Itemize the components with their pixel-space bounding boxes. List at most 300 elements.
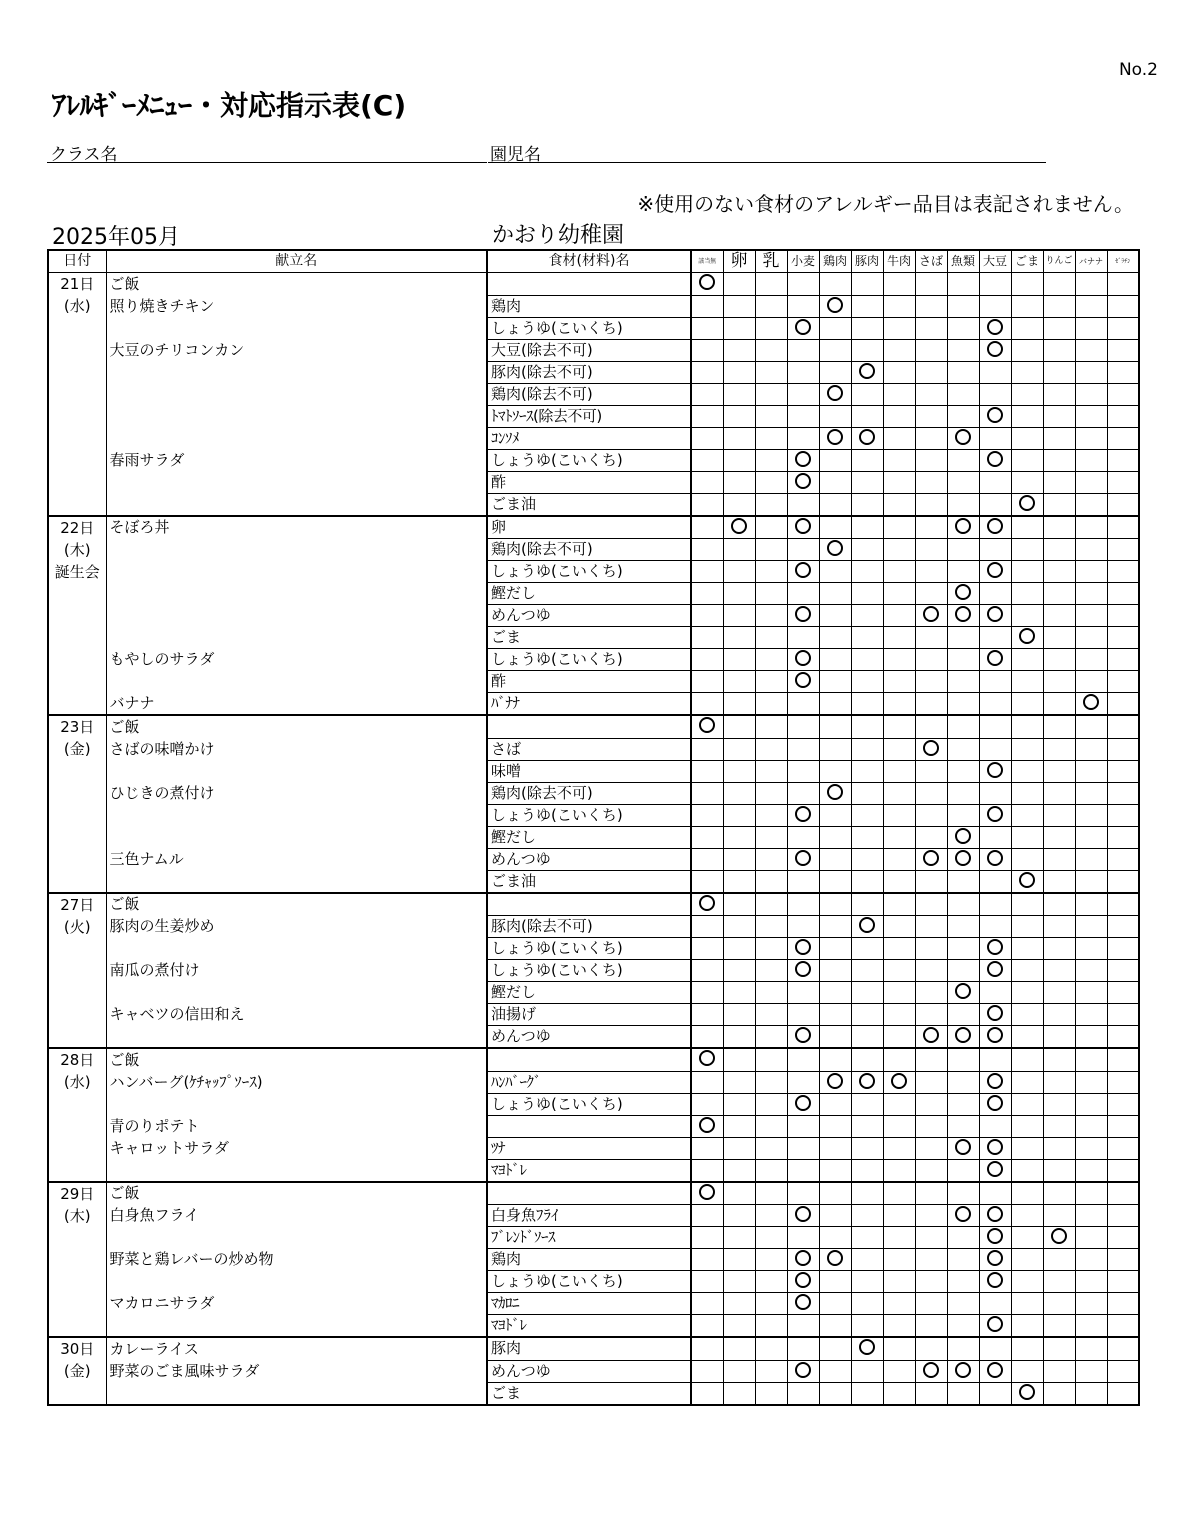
allergen-cell <box>1107 760 1139 782</box>
allergen-cell <box>979 649 1011 671</box>
header-allergen: 大豆 <box>979 250 1011 273</box>
allergen-cell <box>819 760 851 782</box>
allergen-cell <box>883 471 915 493</box>
allergen-cell <box>947 317 979 339</box>
menu-cell: 南瓜の煮付け <box>106 960 487 982</box>
allergen-cell <box>1107 1205 1139 1227</box>
allergen-cell <box>947 1360 979 1382</box>
allergen-cell <box>947 982 979 1004</box>
allergen-cell <box>1043 715 1075 738</box>
allergen-cell <box>1011 583 1043 605</box>
allergen-cell <box>947 848 979 870</box>
date-cell-empty <box>48 1093 106 1115</box>
circle-mark-icon <box>795 451 811 467</box>
allergen-cell <box>915 1271 947 1293</box>
allergen-cell <box>755 605 787 627</box>
allergen-cell <box>851 1159 883 1182</box>
date-cell: 29日 <box>48 1182 106 1205</box>
circle-mark-icon <box>987 1073 1003 1089</box>
allergen-cell <box>691 1360 723 1382</box>
allergen-cell <box>691 516 723 539</box>
allergen-cell <box>1011 295 1043 317</box>
allergen-cell <box>819 848 851 870</box>
allergen-cell <box>819 893 851 916</box>
circle-mark-icon <box>1019 628 1035 644</box>
allergen-cell <box>1011 317 1043 339</box>
allergen-cell <box>691 1382 723 1405</box>
allergen-cell <box>1011 1315 1043 1338</box>
allergen-cell <box>755 405 787 427</box>
ingredient-cell: ごま <box>487 627 691 649</box>
allergen-cell <box>819 1360 851 1382</box>
allergen-cell <box>979 361 1011 383</box>
allergen-cell <box>1011 1249 1043 1271</box>
date-cell-empty <box>48 693 106 716</box>
allergen-cell <box>755 361 787 383</box>
circle-mark-icon <box>987 562 1003 578</box>
circle-mark-icon <box>795 961 811 977</box>
table-row <box>48 1315 1139 1338</box>
allergen-cell <box>851 782 883 804</box>
allergen-cell <box>1107 427 1139 449</box>
allergen-cell <box>1011 960 1043 982</box>
allergen-cell <box>883 760 915 782</box>
allergen-cell <box>851 1093 883 1115</box>
allergen-cell <box>1011 1382 1043 1405</box>
circle-mark-icon <box>987 1161 1003 1177</box>
allergen-cell <box>851 1026 883 1049</box>
table-row <box>48 893 1139 916</box>
allergen-cell <box>723 449 755 471</box>
circle-mark-icon <box>987 961 1003 977</box>
allergen-cell <box>1011 693 1043 716</box>
circle-mark-icon <box>987 806 1003 822</box>
allergen-cell <box>883 1159 915 1182</box>
allergen-cell <box>915 273 947 296</box>
allergen-cell <box>1107 449 1139 471</box>
allergen-cell <box>755 870 787 893</box>
allergen-cell <box>819 405 851 427</box>
allergen-cell <box>979 1293 1011 1315</box>
allergen-cell <box>819 938 851 960</box>
allergen-cell <box>1075 671 1107 693</box>
allergen-cell <box>915 295 947 317</box>
date-cell: 27日 <box>48 893 106 916</box>
circle-mark-icon <box>987 1095 1003 1111</box>
allergen-cell <box>979 273 1011 296</box>
allergen-cell <box>915 1227 947 1249</box>
allergen-cell <box>1043 1271 1075 1293</box>
circle-mark-icon <box>795 562 811 578</box>
allergen-cell <box>723 760 755 782</box>
allergen-cell <box>979 782 1011 804</box>
ingredient-cell: しょうゆ(こいくち) <box>487 561 691 583</box>
allergen-cell <box>915 1026 947 1049</box>
ingredient-cell: ﾏｶﾛﾆ <box>487 1293 691 1315</box>
allergen-cell <box>883 1360 915 1382</box>
allergen-cell <box>1011 273 1043 296</box>
allergen-cell <box>915 1293 947 1315</box>
circle-mark-icon <box>987 1139 1003 1155</box>
header-date: 日付 <box>48 250 106 273</box>
allergen-cell <box>755 273 787 296</box>
table-row <box>48 493 1139 516</box>
menu-cell: 春雨サラダ <box>106 449 487 471</box>
allergen-cell <box>915 804 947 826</box>
circle-mark-icon <box>699 274 715 290</box>
table-row <box>48 405 1139 427</box>
allergen-cell <box>819 627 851 649</box>
circle-mark-icon <box>795 1206 811 1222</box>
date-cell-empty <box>48 493 106 516</box>
allergen-cell <box>979 1182 1011 1205</box>
allergen-cell <box>1043 1337 1075 1360</box>
allergen-cell <box>851 760 883 782</box>
ingredient-cell: 鶏肉 <box>487 295 691 317</box>
allergen-cell <box>1011 427 1043 449</box>
allergen-cell <box>1075 804 1107 826</box>
circle-mark-icon <box>987 1206 1003 1222</box>
allergen-cell <box>851 1249 883 1271</box>
allergen-cell <box>755 1382 787 1405</box>
allergen-cell <box>1011 738 1043 760</box>
allergen-cell <box>883 1182 915 1205</box>
ingredient-cell: めんつゆ <box>487 1360 691 1382</box>
allergen-cell <box>1075 295 1107 317</box>
date-cell-empty <box>48 982 106 1004</box>
allergen-cell <box>819 427 851 449</box>
page-number: No.2 <box>1118 60 1158 80</box>
circle-mark-icon <box>699 1184 715 1200</box>
allergen-cell <box>787 1004 819 1026</box>
allergen-cell <box>1043 893 1075 916</box>
circle-mark-icon <box>987 1005 1003 1021</box>
allergen-cell <box>947 405 979 427</box>
allergen-cell <box>979 493 1011 516</box>
allergen-cell <box>723 273 755 296</box>
allergen-cell <box>915 1115 947 1137</box>
circle-mark-icon <box>987 319 1003 335</box>
allergen-cell <box>787 1249 819 1271</box>
allergen-cell <box>691 782 723 804</box>
allergen-cell <box>755 1227 787 1249</box>
allergen-cell <box>755 561 787 583</box>
circle-mark-icon <box>1051 1228 1067 1244</box>
allergen-cell <box>787 715 819 738</box>
circle-mark-icon <box>987 451 1003 467</box>
allergen-cell <box>819 1048 851 1071</box>
allergen-cell <box>691 893 723 916</box>
class-name-line <box>47 162 487 163</box>
allergen-cell <box>1075 1004 1107 1026</box>
allergen-cell <box>691 1337 723 1360</box>
menu-cell: 白身魚フライ <box>106 1205 487 1227</box>
allergen-cell <box>883 449 915 471</box>
menu-cell: ひじきの煮付け <box>106 782 487 804</box>
allergen-cell <box>1075 848 1107 870</box>
menu-cell <box>106 627 487 649</box>
allergen-cell <box>947 960 979 982</box>
menu-cell <box>106 938 487 960</box>
table-row <box>48 671 1139 693</box>
allergen-cell <box>723 960 755 982</box>
allergen-cell <box>787 405 819 427</box>
allergen-cell <box>1075 1360 1107 1382</box>
menu-cell: ご飯 <box>106 1182 487 1205</box>
allergen-cell <box>819 826 851 848</box>
allergen-cell <box>851 982 883 1004</box>
ingredient-cell: しょうゆ(こいくち) <box>487 938 691 960</box>
allergen-cell <box>723 1182 755 1205</box>
allergen-cell <box>691 916 723 938</box>
allergen-cell <box>915 916 947 938</box>
allergen-cell <box>1075 760 1107 782</box>
allergen-cell <box>691 1048 723 1071</box>
circle-mark-icon <box>827 784 843 800</box>
allergen-cell <box>947 361 979 383</box>
allergen-cell <box>787 982 819 1004</box>
allergen-cell <box>723 938 755 960</box>
allergen-cell <box>819 1071 851 1093</box>
allergen-cell <box>755 693 787 716</box>
allergen-cell <box>691 693 723 716</box>
allergen-cell <box>979 383 1011 405</box>
allergen-cell <box>691 561 723 583</box>
date-cell: 30日 <box>48 1337 106 1360</box>
menu-cell <box>106 361 487 383</box>
allergen-cell <box>947 1205 979 1227</box>
allergen-cell <box>1011 848 1043 870</box>
allergen-cell <box>915 738 947 760</box>
date-cell-empty <box>48 649 106 671</box>
ingredient-cell: 白身魚ﾌﾗｲ <box>487 1205 691 1227</box>
allergen-cell <box>915 1004 947 1026</box>
allergen-cell <box>691 848 723 870</box>
circle-mark-icon <box>955 1362 971 1378</box>
allergen-cell <box>915 1159 947 1182</box>
allergen-cell <box>1043 405 1075 427</box>
allergen-cell <box>755 826 787 848</box>
allergen-cell <box>915 982 947 1004</box>
allergen-cell <box>915 361 947 383</box>
allergen-cell <box>915 1382 947 1405</box>
allergen-cell <box>1075 693 1107 716</box>
allergen-cell <box>1075 339 1107 361</box>
allergen-cell <box>883 738 915 760</box>
circle-mark-icon <box>795 606 811 622</box>
allergen-cell <box>819 1159 851 1182</box>
allergen-cell <box>1107 1271 1139 1293</box>
allergen-cell <box>1043 870 1075 893</box>
table-row <box>48 804 1139 826</box>
table-row <box>48 870 1139 893</box>
allergen-cell <box>723 383 755 405</box>
allergen-cell <box>1107 1026 1139 1049</box>
circle-mark-icon <box>987 1316 1003 1332</box>
allergen-cell <box>723 339 755 361</box>
allergen-cell <box>979 938 1011 960</box>
allergen-cell <box>851 471 883 493</box>
allergen-cell <box>723 1048 755 1071</box>
allergen-cell <box>755 1071 787 1093</box>
allergen-cell <box>819 715 851 738</box>
allergen-cell <box>1011 1137 1043 1159</box>
allergen-cell <box>787 317 819 339</box>
table-row <box>48 1026 1139 1049</box>
weekday-cell: (木) <box>48 539 106 561</box>
ingredient-cell: 油揚げ <box>487 1004 691 1026</box>
table-row <box>48 361 1139 383</box>
ingredient-cell: 豚肉(除去不可) <box>487 916 691 938</box>
ingredient-cell: 鰹だし <box>487 583 691 605</box>
allergen-cell <box>819 317 851 339</box>
allergen-cell <box>1107 627 1139 649</box>
circle-mark-icon <box>827 540 843 556</box>
allergen-cell <box>723 870 755 893</box>
allergen-cell <box>851 870 883 893</box>
allergen-cell <box>1011 893 1043 916</box>
date-cell-empty <box>48 471 106 493</box>
menu-cell: さばの味噌かけ <box>106 738 487 760</box>
menu-cell <box>106 1227 487 1249</box>
allergen-cell <box>851 1182 883 1205</box>
allergen-cell <box>723 493 755 516</box>
allergen-cell <box>691 605 723 627</box>
allergen-cell <box>819 804 851 826</box>
allergen-cell <box>787 1382 819 1405</box>
circle-mark-icon <box>987 518 1003 534</box>
ingredient-cell <box>487 1048 691 1071</box>
allergen-cell <box>1107 870 1139 893</box>
menu-cell <box>106 471 487 493</box>
allergen-cell <box>819 516 851 539</box>
allergen-cell <box>979 1071 1011 1093</box>
allergen-cell <box>851 1293 883 1315</box>
allergen-cell <box>787 804 819 826</box>
allergen-cell <box>1043 804 1075 826</box>
allergy-table <box>47 249 1140 1406</box>
table-row <box>48 1071 1139 1093</box>
allergen-cell <box>1075 715 1107 738</box>
allergen-cell <box>1107 1382 1139 1405</box>
allergen-cell <box>947 760 979 782</box>
allergen-cell <box>691 1093 723 1115</box>
allergen-cell <box>883 782 915 804</box>
allergen-cell <box>787 583 819 605</box>
circle-mark-icon <box>987 1027 1003 1043</box>
allergen-cell <box>691 427 723 449</box>
table-row <box>48 826 1139 848</box>
allergen-cell <box>851 427 883 449</box>
allergen-cell <box>1011 561 1043 583</box>
allergen-cell <box>947 427 979 449</box>
allergen-cell <box>947 339 979 361</box>
allergen-cell <box>947 273 979 296</box>
allergen-cell <box>755 1115 787 1137</box>
allergen-cell <box>883 715 915 738</box>
circle-mark-icon <box>731 518 747 534</box>
allergen-cell <box>755 1004 787 1026</box>
allergen-cell <box>819 273 851 296</box>
table-row <box>48 938 1139 960</box>
allergen-cell <box>1107 782 1139 804</box>
menu-cell <box>106 605 487 627</box>
allergen-cell <box>979 760 1011 782</box>
circle-mark-icon <box>987 606 1003 622</box>
allergen-cell <box>851 715 883 738</box>
ingredient-cell: ﾏﾖﾄﾞﾚ <box>487 1159 691 1182</box>
allergen-cell <box>1043 1115 1075 1137</box>
allergen-cell <box>979 471 1011 493</box>
allergen-cell <box>1107 361 1139 383</box>
allergen-cell <box>1075 960 1107 982</box>
allergen-cell <box>787 471 819 493</box>
circle-mark-icon <box>699 717 715 733</box>
allergen-cell <box>819 1026 851 1049</box>
allergen-cell <box>851 1205 883 1227</box>
allergen-cell <box>883 295 915 317</box>
ingredient-cell: 酢 <box>487 471 691 493</box>
allergen-cell <box>1075 1205 1107 1227</box>
allergen-cell <box>1043 516 1075 539</box>
ingredient-cell: ﾌﾞﾚﾝﾄﾞｿｰｽ <box>487 1227 691 1249</box>
allergen-cell <box>1107 1227 1139 1249</box>
allergen-cell <box>947 1026 979 1049</box>
allergen-cell <box>1075 493 1107 516</box>
table-row <box>48 627 1139 649</box>
date-cell-empty <box>48 361 106 383</box>
allergen-cell <box>755 1249 787 1271</box>
allergen-cell <box>851 383 883 405</box>
allergen-cell <box>851 273 883 296</box>
table-row <box>48 605 1139 627</box>
allergen-cell <box>979 583 1011 605</box>
allergen-cell <box>947 1337 979 1360</box>
circle-mark-icon <box>987 1362 1003 1378</box>
child-name-label: 園児名 <box>490 145 541 165</box>
allergen-cell <box>1011 938 1043 960</box>
allergen-cell <box>1075 1382 1107 1405</box>
allergen-cell <box>787 1137 819 1159</box>
allergen-cell <box>755 427 787 449</box>
allergen-cell <box>915 405 947 427</box>
menu-cell <box>106 826 487 848</box>
menu-cell: そぼろ丼 <box>106 516 487 539</box>
date-cell-empty <box>48 1115 106 1137</box>
allergen-cell <box>1043 1182 1075 1205</box>
allergen-cell <box>1107 738 1139 760</box>
allergen-cell <box>819 339 851 361</box>
allergen-cell <box>691 339 723 361</box>
allergen-cell <box>787 1048 819 1071</box>
allergen-cell <box>723 405 755 427</box>
circle-mark-icon <box>955 1139 971 1155</box>
ingredient-cell: 大豆(除去不可) <box>487 339 691 361</box>
table-row <box>48 982 1139 1004</box>
allergen-cell <box>819 693 851 716</box>
circle-mark-icon <box>987 1250 1003 1266</box>
ingredient-cell: めんつゆ <box>487 848 691 870</box>
allergen-cell <box>915 561 947 583</box>
table-row <box>48 960 1139 982</box>
allergen-cell <box>883 870 915 893</box>
allergen-cell <box>851 493 883 516</box>
allergen-cell <box>883 627 915 649</box>
allergen-cell <box>1011 1071 1043 1093</box>
date-cell-empty <box>48 671 106 693</box>
allergen-cell <box>1107 1182 1139 1205</box>
allergen-cell <box>723 1249 755 1271</box>
